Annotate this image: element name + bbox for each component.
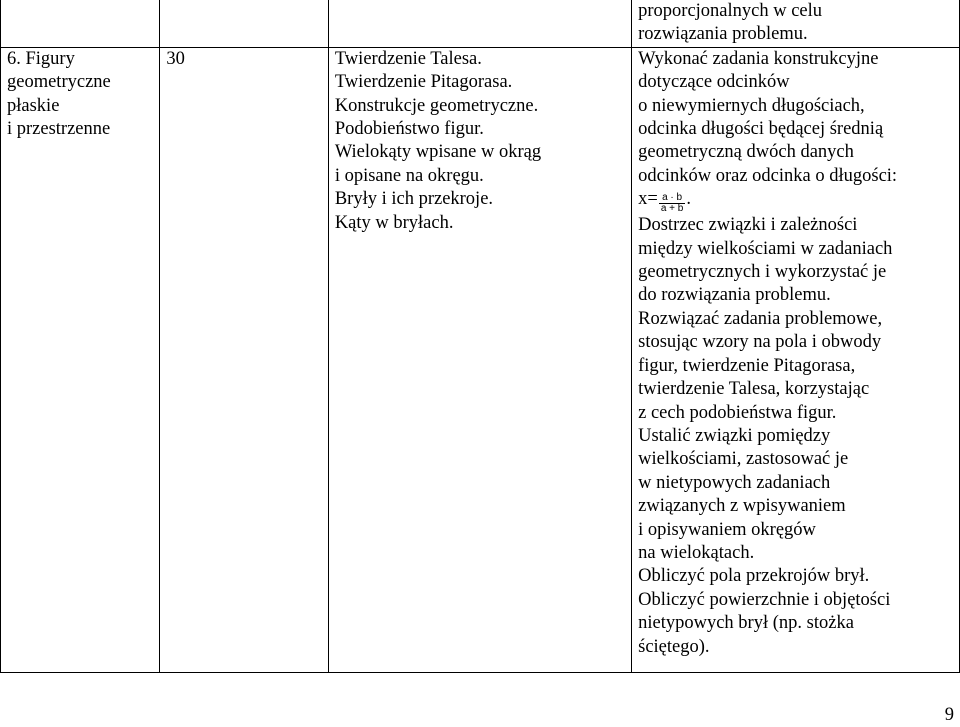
requirement-line: geometrycznych i wykorzystać je <box>638 262 887 283</box>
formula-numerator: a · b <box>659 193 686 204</box>
requirement-line: twierdzenie Talesa, korzystając <box>638 379 870 400</box>
hours-value: 30 <box>166 48 185 69</box>
requirement-line: odcinka długości będącej średnią <box>638 119 884 140</box>
requirement-line: Rozwiązać zadania problemowe, <box>638 308 883 329</box>
requirement-line: geometryczną dwóch danych <box>638 142 854 163</box>
section-cell <box>1 47 160 672</box>
requirement-line: do rozwiązania problemu. <box>638 285 831 306</box>
empty-cell-topics <box>328 0 631 47</box>
requirement-line: odcinków oraz odcinka o długości: <box>638 165 898 186</box>
formula-denominator: a + b <box>660 203 684 215</box>
requirement-line: o niewymiernych długościach, <box>638 95 865 116</box>
requirement-line: Obliczyć pola przekrojów brył. <box>638 566 870 587</box>
requirement-line: Obliczyć powierzchnie i objętości <box>638 589 891 610</box>
topic-line: i opisane na okręgu. <box>334 165 484 186</box>
requirement-line: figur, twierdzenie Pitagorasa, <box>638 355 856 376</box>
requirement-line: w nietypowych zadaniach <box>638 472 831 493</box>
section-title-line: 6. Figury <box>7 48 75 69</box>
requirement-line: między wielkościami w zadaniach <box>638 238 893 259</box>
requirement-line: z cech podobieństwa figur. <box>638 402 837 423</box>
text-line: rozwiązania problemu. <box>638 24 808 45</box>
topic-line: Wielokąty wpisane w okrąg <box>334 142 542 163</box>
topic-line: Konstrukcje geometryczne. <box>334 95 539 116</box>
section-title-line: geometryczne <box>7 72 111 93</box>
table-row <box>1 47 960 672</box>
topics-cell <box>328 47 631 672</box>
topic-line: Podobieństwo figur. <box>334 119 484 140</box>
requirement-line: Ustalić związki pomiędzy <box>638 425 831 446</box>
text-line: proporcjonalnych w celu <box>638 1 823 21</box>
topic-line: Twierdzenie Talesa. <box>334 48 482 69</box>
empty-cell-section <box>1 0 160 47</box>
formula-line <box>638 188 955 214</box>
page-number: 9 <box>944 705 954 725</box>
topic-line: Twierdzenie Pitagorasa. <box>334 72 513 93</box>
requirement-line: dotyczące odcinków <box>638 72 790 93</box>
requirement-line: nietypowych brył (np. stożka <box>638 613 854 634</box>
hours-cell <box>160 47 329 672</box>
requirement-line: Dostrzec związki i zależności <box>638 215 858 236</box>
section-title-line: i przestrzenne <box>7 119 111 140</box>
empty-cell-hours <box>160 0 329 47</box>
topic-line: Kąty w bryłach. <box>334 212 454 233</box>
requirements-cell <box>632 47 960 672</box>
requirement-line: na wielokątach. <box>638 542 755 563</box>
topic-line: Bryły i ich przekroje. <box>334 189 494 210</box>
formula-suffix: . <box>686 189 691 210</box>
requirement-line: związanych z wpisywaniem <box>638 496 846 517</box>
formula-fraction <box>659 193 686 214</box>
requirement-line: Wykonać zadania konstrukcyjne <box>638 48 879 69</box>
table-row-continuation <box>1 0 960 47</box>
requirement-line: wielkościami, zastosować je <box>638 449 849 470</box>
requirement-line: stosując wzory na pola i obwody <box>638 332 882 353</box>
requirement-line: i opisywaniem okręgów <box>638 519 816 540</box>
requirement-line: ściętego). <box>638 636 710 657</box>
requirements-continuation-cell <box>632 0 960 47</box>
section-title-line: płaskie <box>7 95 60 116</box>
formula-prefix: x= <box>638 189 658 210</box>
